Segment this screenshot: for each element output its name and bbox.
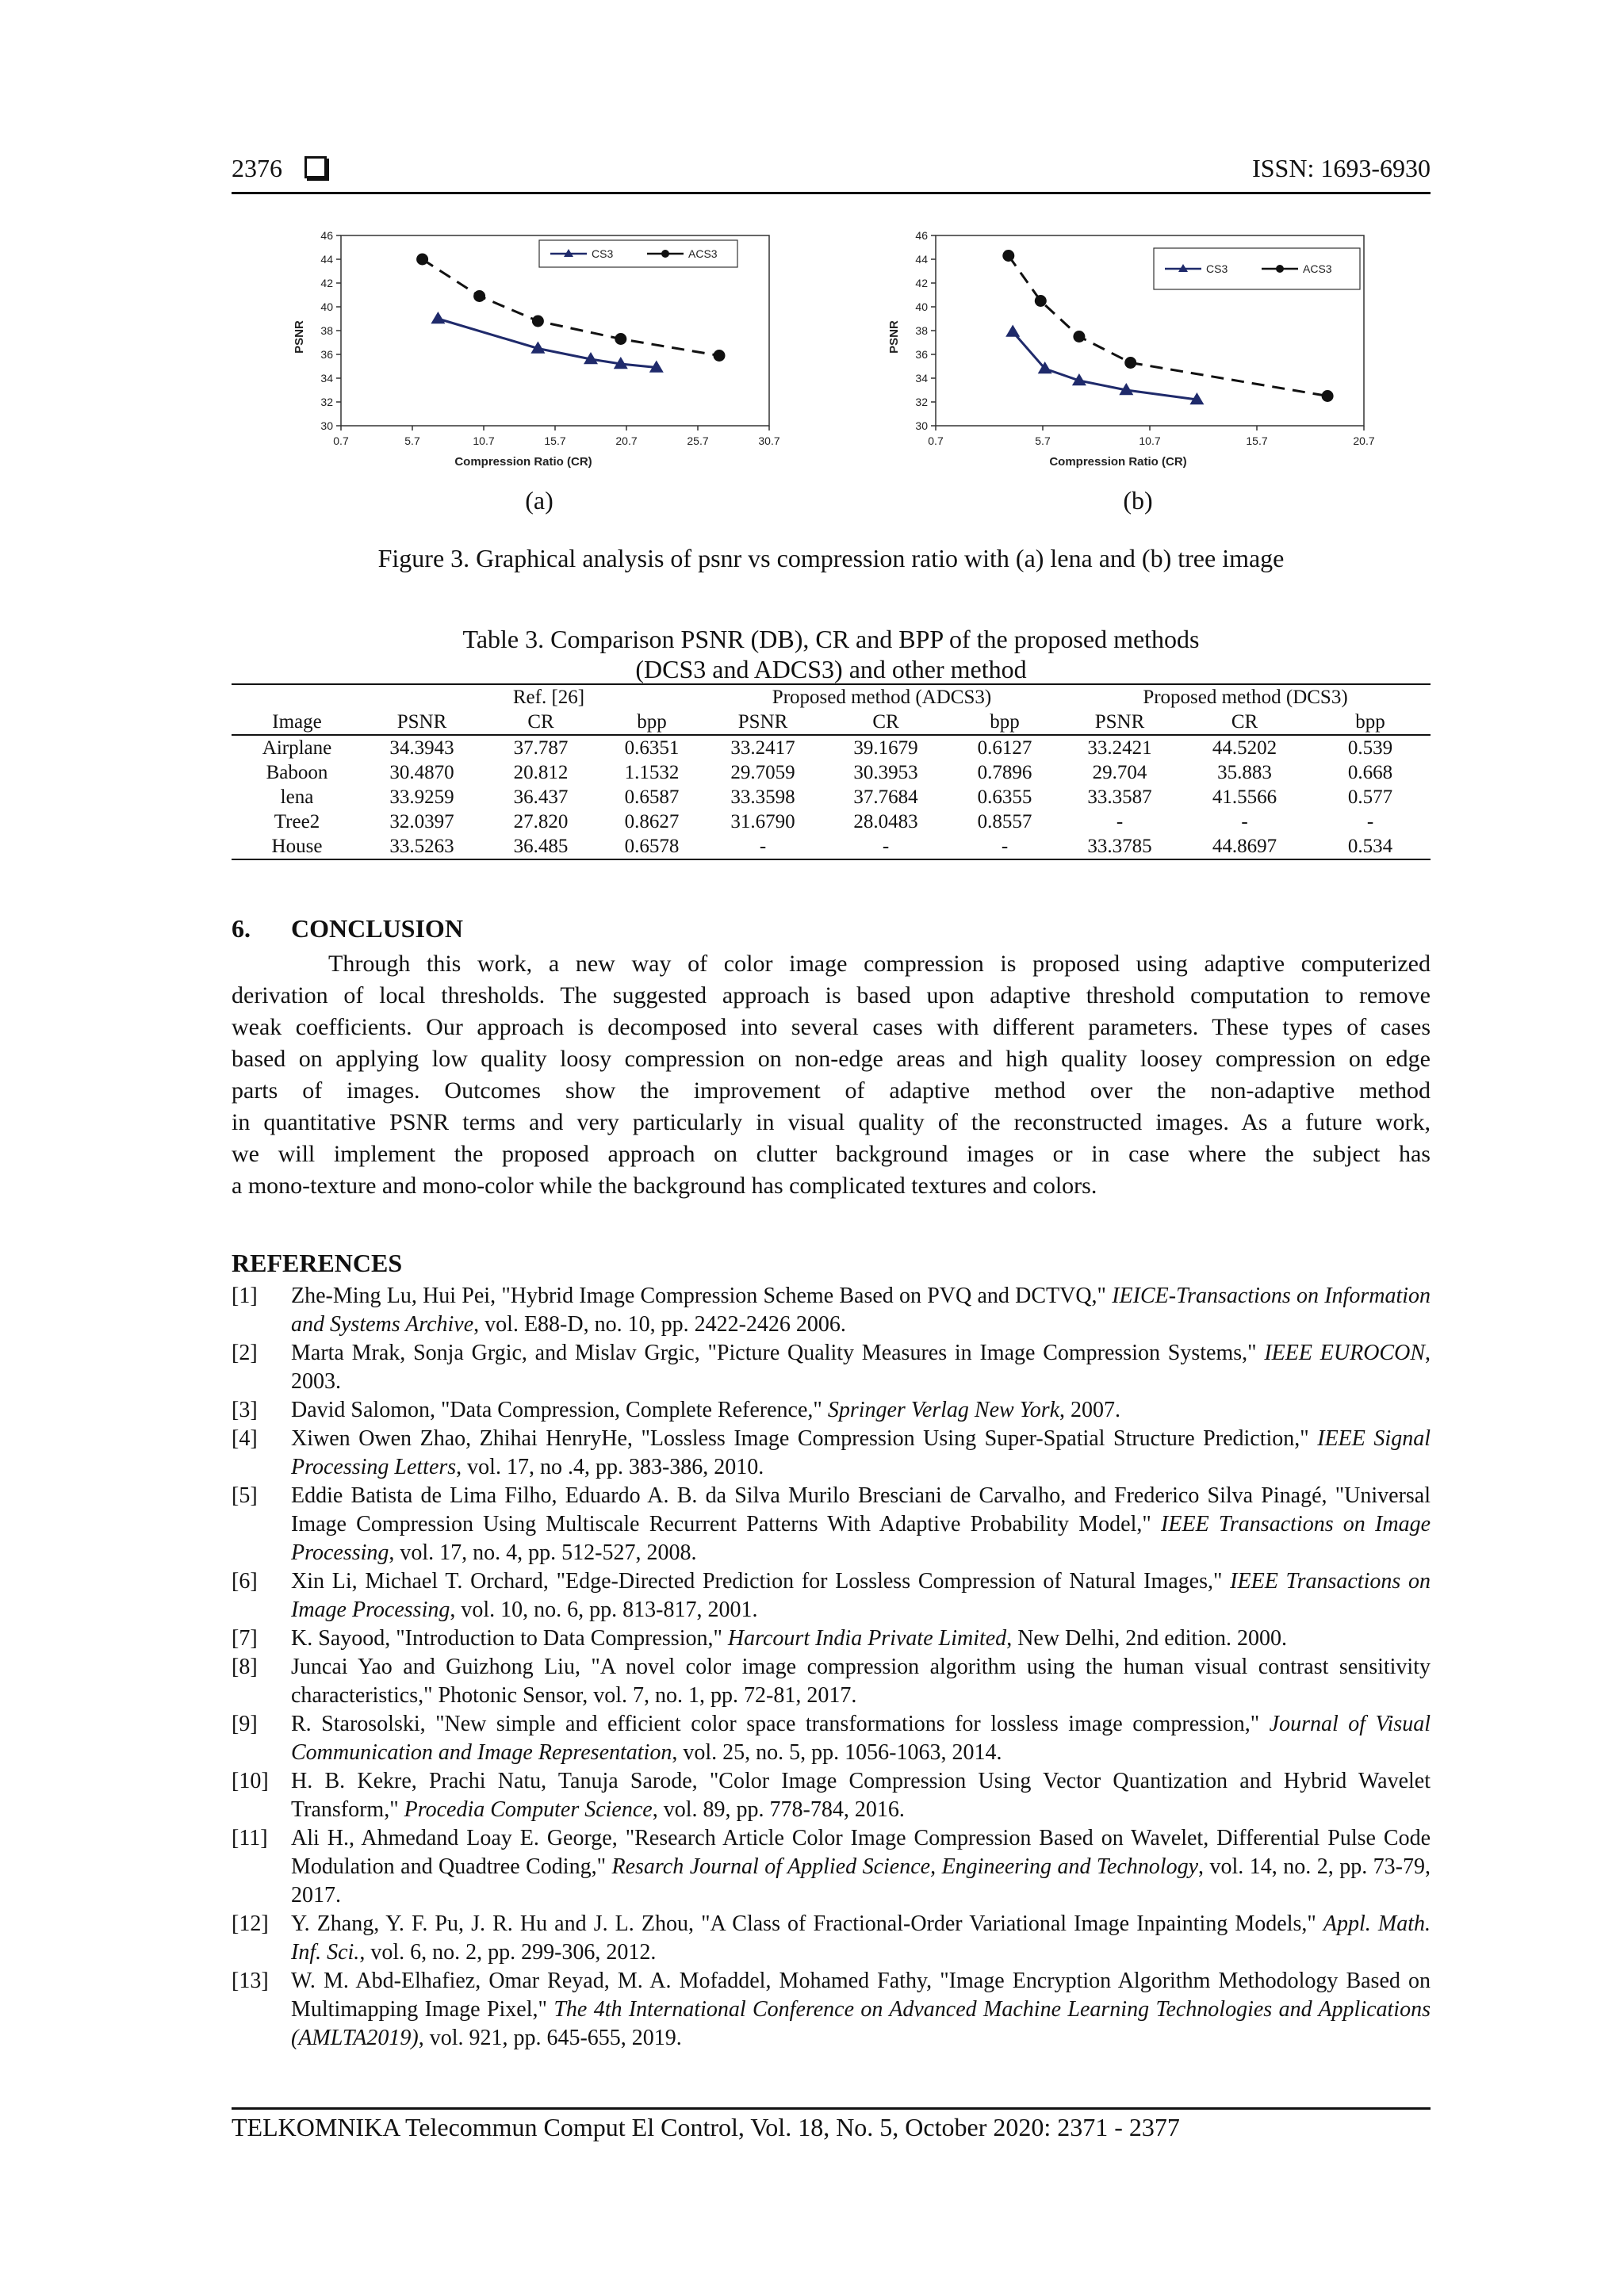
y-tick-label: 38 <box>320 324 333 337</box>
reference-text: Eddie Batista de Lima Filho, Eduardo A. B. da Silva Murilo Bresciani de Carvalho, and Frederico Silva Pinagé, "Universal Image Compression Using Multiscale Recurrent Patterns With Adaptive Probability Model," <box>291 1483 1431 1536</box>
y-tick-label: 46 <box>915 229 928 242</box>
data-point-acs3 <box>1124 357 1136 369</box>
column-header: CR <box>1231 711 1258 733</box>
y-tick-label: 42 <box>320 277 333 289</box>
table-row <box>232 785 1431 809</box>
references-list <box>232 1282 1431 2053</box>
data-point-acs3 <box>473 290 485 302</box>
y-tick-label: 30 <box>915 419 928 432</box>
y-tick-label: 44 <box>915 253 928 266</box>
table-cell: - <box>882 836 890 857</box>
reference-details: , vol. E88-D, no. 10, pp. 2422-2426 2006. <box>473 1312 846 1337</box>
header-rule <box>232 192 1431 194</box>
x-tick-label: 0.7 <box>928 434 944 447</box>
conclusion-line: based on applying low quality loosy compression on non-edge areas and high quality loosey compression on edge <box>232 1046 1431 1072</box>
table-cell: 34.3943 <box>389 737 454 759</box>
x-tick-label: 20.7 <box>615 434 638 447</box>
table-caption-line1: Table 3. Comparison PSNR (DB), CR and BPP of the proposed methods <box>462 625 1200 653</box>
table-cell: 0.6355 <box>977 786 1032 808</box>
conclusion-heading: 6. CONCLUSION <box>232 914 463 943</box>
group-header-adcs3: Proposed method (ADCS3) <box>772 687 992 708</box>
conclusion-line: Through this work, a new way of color image compression is proposed using adaptive computerized <box>328 951 1431 977</box>
table-cell: 0.668 <box>1347 762 1393 783</box>
conclusion-body <box>232 948 1431 1202</box>
table-cell: - <box>1001 836 1009 857</box>
table-cell: 41.5566 <box>1212 786 1277 808</box>
table-cell: 29.704 <box>1092 762 1147 783</box>
reference-number: [8] <box>232 1655 258 1679</box>
reference-item <box>232 1967 1431 2053</box>
reference-details: , vol. 10, no. 6, pp. 813-817, 2001. <box>450 1598 758 1622</box>
panel-label-b: (b) <box>1123 486 1153 515</box>
table-cell: 0.8557 <box>977 811 1032 832</box>
reference-venue: Springer Verlag New York <box>827 1398 1060 1422</box>
conclusion-line: in quantitative PSNR terms and very particularly in visual quality of the reconstructed images. As a future work, <box>232 1109 1431 1135</box>
reference-venue: Appl. Math. Inf. Sci. <box>291 1911 1431 1965</box>
x-tick-label: 10.7 <box>1139 434 1161 447</box>
reference-item <box>232 1396 1431 1425</box>
table-cell: 37.7684 <box>853 786 918 808</box>
reference-text: Y. Zhang, Y. F. Pu, J. R. Hu and J. L. Zhou, "A Class of Fractional-Order Variational Image Inpainting Models," <box>291 1911 1323 1936</box>
reference-venue: IEEE Signal Processing Letters <box>291 1426 1431 1479</box>
table-cell: lena <box>280 786 314 808</box>
group-header-dcs3: Proposed method (DCS3) <box>1143 687 1348 708</box>
table-row <box>232 834 1431 859</box>
y-tick-label: 44 <box>320 253 333 266</box>
reference-item <box>232 1910 1431 1967</box>
reference-venue: Harcourt India Private Limited <box>727 1626 1007 1651</box>
table-cell: 32.0397 <box>389 811 454 832</box>
table-cell: 33.5263 <box>389 836 454 857</box>
reference-number: [12] <box>232 1911 269 1936</box>
x-tick-label: 25.7 <box>687 434 709 447</box>
table-row <box>232 735 1431 760</box>
y-tick-label: 34 <box>915 372 928 385</box>
reference-venue: The 4th International Conference on Advanced Machine Learning Technologies and Applications (AMLTA2019) <box>291 1997 1431 2050</box>
reference-number: [3] <box>232 1398 258 1422</box>
table-cell: - <box>759 836 767 857</box>
table-cell: 35.883 <box>1217 762 1272 783</box>
reference-text: David Salomon, "Data Compression, Complete Reference," <box>291 1398 828 1422</box>
column-header: Image <box>272 711 322 733</box>
table-cell: 1.1532 <box>624 762 680 783</box>
table-cell: - <box>1241 811 1248 832</box>
legend-label: ACS3 <box>688 247 718 260</box>
legend-label: CS3 <box>1206 262 1228 275</box>
conclusion-line: a mono-texture and mono-color while the background has complicated textures and colors. <box>232 1173 1097 1199</box>
reference-number: [1] <box>232 1284 258 1308</box>
table-cell: 33.2417 <box>730 737 795 759</box>
y-axis-label: PSNR <box>887 320 901 354</box>
reference-details: , vol. 17, no. 4, pp. 512-527, 2008. <box>389 1540 697 1565</box>
table-cell: Baboon <box>266 762 328 783</box>
reference-item <box>232 1824 1431 1910</box>
conclusion-line: derivation of local thresholds. The suggested approach is based upon adaptive threshold computation to remove <box>232 982 1431 1008</box>
comparison-table <box>232 685 1431 859</box>
reference-number: [13] <box>232 1969 269 1993</box>
table-cell: 29.7059 <box>730 762 795 783</box>
group-header-ref: Ref. [26] <box>512 687 585 708</box>
legend-label: CS3 <box>592 247 614 260</box>
table-cell: 37.787 <box>513 737 569 759</box>
reference-item <box>232 1482 1431 1567</box>
reference-number: [6] <box>232 1569 258 1594</box>
y-tick-label: 36 <box>320 348 333 361</box>
square-bullet-icon <box>304 156 327 178</box>
reference-text: K. Sayood, "Introduction to Data Compression," <box>291 1626 728 1651</box>
reference-text: H. B. Kekre, Prachi Natu, Tanuja Sarode, "Color Image Compression Using Vector Quantization and Hybrid Wavelet Transform," <box>291 1769 1431 1822</box>
table-cell: 0.6351 <box>624 737 680 759</box>
x-tick-label: 15.7 <box>1246 434 1268 447</box>
x-tick-label: 10.7 <box>473 434 495 447</box>
reference-number: [10] <box>232 1769 269 1793</box>
reference-number: [2] <box>232 1341 258 1365</box>
chart-b <box>880 226 1404 488</box>
reference-venue: IEEE EUROCON <box>1264 1341 1426 1365</box>
table-cell: 0.539 <box>1347 737 1393 759</box>
footer-text: TELKOMNIKA Telecommun Comput El Control, Vol. 18, No. 5, October 2020: 2371 - 2377 <box>232 2113 1180 2141</box>
reference-details: , vol. 89, pp. 778-784, 2016. <box>652 1797 905 1822</box>
chart-a <box>285 226 809 488</box>
data-point-acs3 <box>1322 390 1334 402</box>
x-tick-label: 0.7 <box>333 434 349 447</box>
reference-number: [4] <box>232 1426 258 1451</box>
x-axis-label: Compression Ratio (CR) <box>454 455 592 469</box>
y-tick-label: 30 <box>320 419 333 432</box>
reference-text: Juncai Yao and Guizhong Liu, "A novel color image compression algorithm using the human visual contrast sensitivity characteristics," Photonic Sensor, vol. 7, no. 1, pp. 72-81, 2017. <box>291 1655 1431 1708</box>
y-tick-label: 46 <box>320 229 333 242</box>
column-header: CR <box>872 711 899 733</box>
table-cell: 0.534 <box>1347 836 1393 857</box>
reference-venue: Procedia Computer Science <box>404 1797 653 1822</box>
table-cell: 0.8627 <box>624 811 680 832</box>
table-cell: Airplane <box>262 737 332 759</box>
table-cell: - <box>1366 811 1374 832</box>
y-tick-label: 40 <box>915 300 928 313</box>
page-number: 2376 <box>232 154 327 183</box>
reference-details: , 2007. <box>1059 1398 1121 1422</box>
y-tick-label: 42 <box>915 277 928 289</box>
table-cell: House <box>271 836 323 857</box>
conclusion-line: we will implement the proposed approach on clutter background images or in case where the subject has <box>232 1141 1431 1167</box>
reference-number: [11] <box>232 1826 268 1850</box>
y-tick-label: 32 <box>915 396 928 408</box>
footer-rule <box>232 2107 1431 2110</box>
reference-details: , vol. 25, no. 5, pp. 1056-1063, 2014. <box>672 1740 1002 1765</box>
column-header: bpp <box>1355 711 1385 733</box>
x-tick-label: 20.7 <box>1353 434 1375 447</box>
reference-venue: IEICE-Transactions on Information and Systems Archive <box>291 1284 1431 1337</box>
table-row <box>232 760 1431 785</box>
table-cell: 27.820 <box>513 811 569 832</box>
reference-venue: Journal of Visual Communication and Image Representation <box>291 1712 1431 1765</box>
panel-label-a: (a) <box>525 486 553 515</box>
table-cell: - <box>1116 811 1124 832</box>
table-row <box>232 809 1431 834</box>
reference-text: Marta Mrak, Sonja Grgic, and Mislav Grgic, "Picture Quality Measures in Image Compression Systems," <box>291 1341 1265 1365</box>
table-cell: 0.7896 <box>977 762 1032 783</box>
y-tick-label: 32 <box>320 396 333 408</box>
reference-venue: IEEE Transactions on Image Processing <box>291 1569 1431 1622</box>
reference-item <box>232 1425 1431 1482</box>
x-tick-label: 30.7 <box>758 434 780 447</box>
column-header: bpp <box>637 711 667 733</box>
table-cell: 0.6578 <box>624 836 680 857</box>
table-cell: 33.2421 <box>1087 737 1152 759</box>
conclusion-line: parts of images. Outcomes show the improvement of adaptive method over the non-adaptive method <box>232 1077 1431 1104</box>
y-tick-label: 36 <box>915 348 928 361</box>
reference-item <box>232 1653 1431 1710</box>
y-tick-label: 34 <box>320 372 333 385</box>
table-caption-line2: (DCS3 and ADCS3) and other method <box>635 655 1027 683</box>
figure-caption: Figure 3. Graphical analysis of psnr vs compression ratio with (a) lena and (b) tree image <box>377 544 1285 572</box>
table-cell: 33.3785 <box>1087 836 1152 857</box>
reference-text: Xiwen Owen Zhao, Zhihai HenryHe, "Lossless Image Compression Using Super-Spatial Structure Prediction," <box>291 1426 1318 1451</box>
table-cell: 30.3953 <box>853 762 918 783</box>
table-cell: 36.485 <box>513 836 569 857</box>
x-tick-label: 5.7 <box>404 434 420 447</box>
reference-number: [9] <box>232 1712 258 1736</box>
table-cell: 0.577 <box>1347 786 1393 808</box>
reference-item <box>232 1567 1431 1624</box>
table-cell: 20.812 <box>513 762 569 783</box>
comparison-table-wrap <box>232 683 1431 860</box>
column-header: CR <box>527 711 554 733</box>
reference-item <box>232 1767 1431 1824</box>
reference-number: [7] <box>232 1626 258 1651</box>
x-tick-label: 5.7 <box>1035 434 1051 447</box>
reference-number: [5] <box>232 1483 258 1508</box>
reference-details: , vol. 921, pp. 645-655, 2019. <box>418 2026 682 2050</box>
data-point-acs3 <box>714 350 726 362</box>
table-cell: 0.6127 <box>977 737 1032 759</box>
data-point-acs3 <box>1073 331 1085 342</box>
reference-details: , New Delhi, 2nd edition. 2000. <box>1006 1626 1288 1651</box>
table-cell: 0.6587 <box>624 786 680 808</box>
column-header: bpp <box>990 711 1020 733</box>
table-cell: 28.0483 <box>853 811 918 832</box>
data-point-acs3 <box>615 333 626 345</box>
table-cell: 44.5202 <box>1212 737 1277 759</box>
references-heading: REFERENCES <box>232 1249 403 1277</box>
legend-marker <box>661 250 669 258</box>
y-tick-label: 40 <box>320 300 333 313</box>
data-point-acs3 <box>1035 295 1047 307</box>
legend-marker <box>1276 265 1284 273</box>
reference-text: Xin Li, Michael T. Orchard, "Edge-Directed Prediction for Lossless Compression of Natural Images," <box>291 1569 1231 1594</box>
data-point-acs3 <box>532 316 544 327</box>
table-cell: 44.8697 <box>1212 836 1277 857</box>
data-point-acs3 <box>416 254 428 266</box>
data-point-acs3 <box>1002 250 1014 262</box>
table-cell: 31.6790 <box>730 811 795 832</box>
conclusion-line: weak coefficients. Our approach is decomposed into several cases with different parameters. These types of cases <box>232 1014 1431 1040</box>
table-cell: 33.3587 <box>1087 786 1152 808</box>
issn: ISSN: 1693-6930 <box>1252 154 1431 182</box>
reference-venue: IEEE Transactions on Image Processing <box>291 1512 1431 1565</box>
x-axis-label: Compression Ratio (CR) <box>1049 455 1187 469</box>
reference-text: Zhe-Ming Lu, Hui Pei, "Hybrid Image Compression Scheme Based on PVQ and DCTVQ," <box>291 1284 1113 1308</box>
column-header: PSNR <box>396 711 447 733</box>
reference-details: , 2003. <box>291 1341 1431 1394</box>
column-header: PSNR <box>1094 711 1145 733</box>
table-cell: 33.3598 <box>730 786 795 808</box>
reference-item <box>232 1339 1431 1396</box>
y-axis-label: PSNR <box>293 320 306 354</box>
column-header: PSNR <box>737 711 788 733</box>
table-cell: 39.1679 <box>853 737 918 759</box>
table-cell: 30.4870 <box>389 762 454 783</box>
y-tick-label: 38 <box>915 324 928 337</box>
table-cell: 36.437 <box>513 786 569 808</box>
reference-venue: Resarch Journal of Applied Science, Engineering and Technology <box>611 1854 1199 1879</box>
x-tick-label: 15.7 <box>544 434 566 447</box>
reference-details: , vol. 17, no .4, pp. 383-386, 2010. <box>456 1455 764 1479</box>
reference-item <box>232 1710 1431 1767</box>
reference-item <box>232 1282 1431 1339</box>
reference-details: , vol. 6, no. 2, pp. 299-306, 2012. <box>359 1940 657 1965</box>
column-header-row <box>232 710 1431 735</box>
legend-label: ACS3 <box>1303 262 1332 275</box>
reference-text: Ali H., Ahmedand Loay E. George, "Research Article Color Image Compression Based on Wavelet, Differential Pulse Code Modulation and Quadtree Coding," <box>291 1826 1431 1879</box>
reference-item <box>232 1624 1431 1653</box>
table-cell: 33.9259 <box>389 786 454 808</box>
reference-details: , vol. 14, no. 2, pp. 73-79, 2017. <box>291 1854 1431 1908</box>
group-header-row <box>232 685 1431 710</box>
reference-text: R. Starosolski, "New simple and efficient color space transformations for lossless image compression," <box>291 1712 1270 1736</box>
reference-text: W. M. Abd-Elhafiez, Omar Reyad, M. A. Mofaddel, Mohamed Fathy, "Image Encryption Algorithm Methodology Based on Multimapping Image Pixel," <box>291 1969 1431 2022</box>
table-cell: Tree2 <box>274 811 320 832</box>
